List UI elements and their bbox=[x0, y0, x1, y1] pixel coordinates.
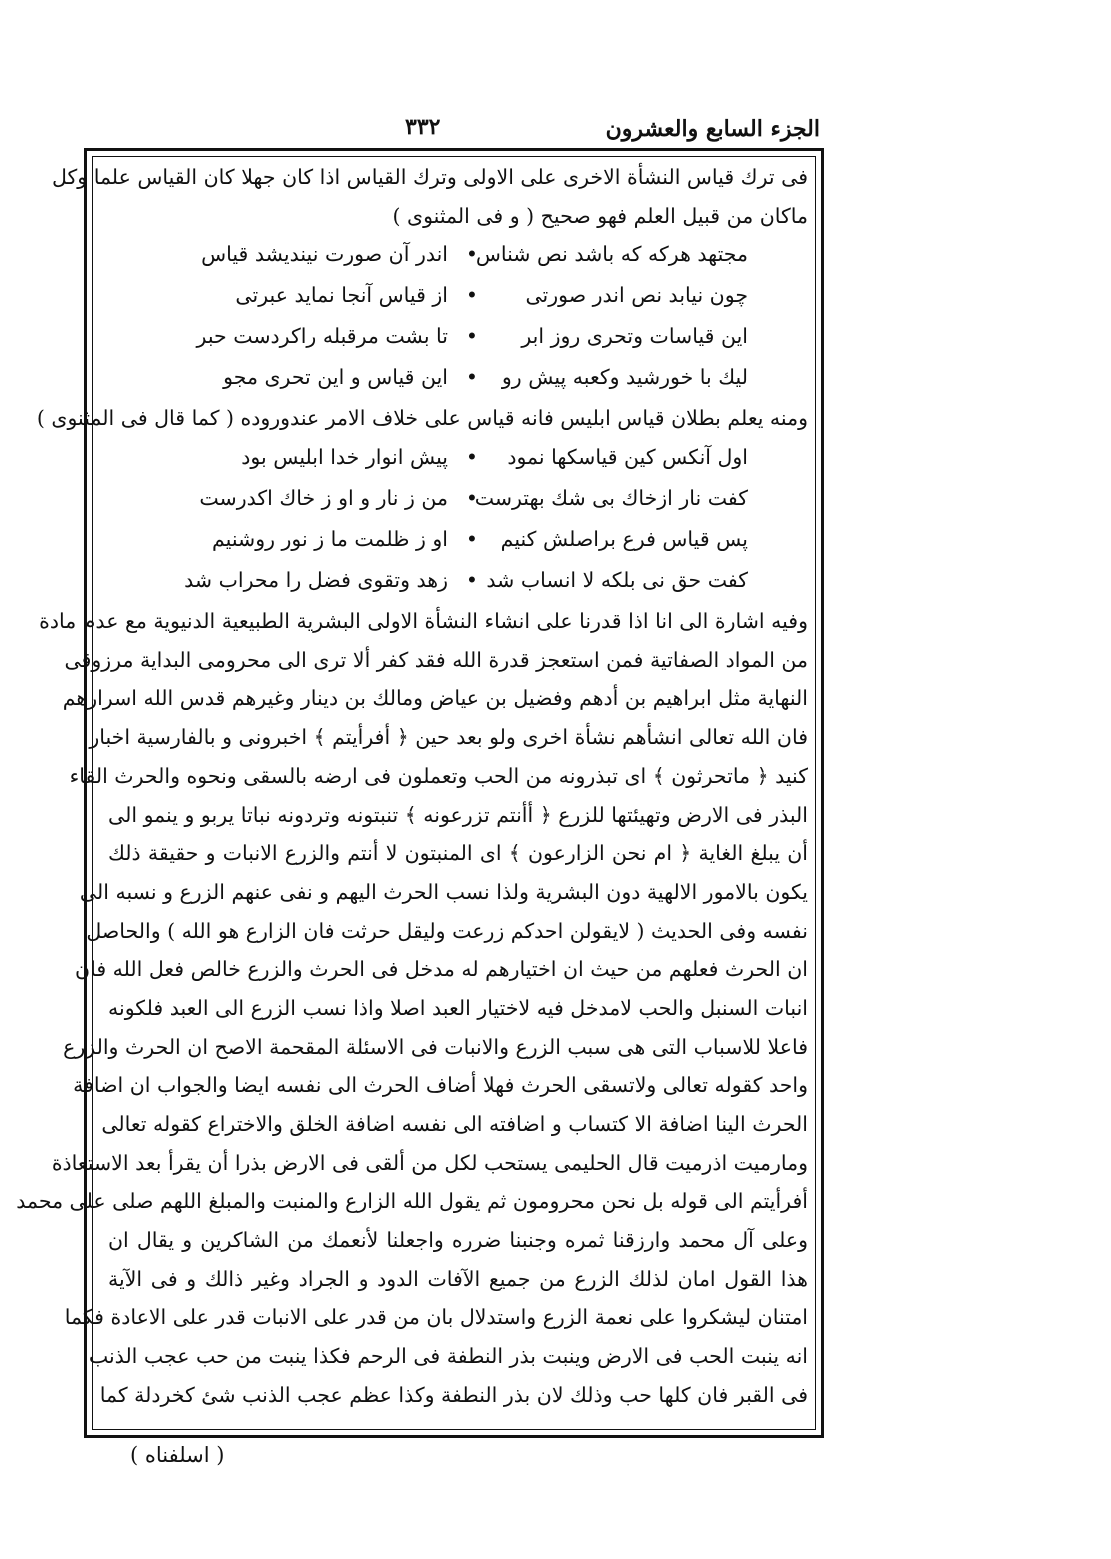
text-line: ماكان من قبيل العلم فهو صحيح ( و فى المثنوى ) bbox=[392, 203, 808, 228]
verse bbox=[108, 438, 808, 479]
verse-separator: • bbox=[465, 283, 478, 308]
text-line: ومارميت اذرميت قال الحليمى يستحب لكل من ألقى فى الارض بذرا أن يقرأ بعد الاستعاذة bbox=[51, 1150, 808, 1175]
hemistich-right: چون نيابد نص اندر صورتى bbox=[525, 283, 748, 308]
text-line: واحد كقوله تعالى ولاتسقى الحرث فهلا أضاف الحرث الى نفسه ايضا والجواب ان اضافة bbox=[73, 1073, 808, 1098]
text-line: النهاية مثل ابراهيم بن أدهم وفضيل بن عياض ومالك بن دينار وغيرهم قدس الله اسرارهم bbox=[62, 686, 808, 711]
hemistich-right: مجتهد هركه كه باشد نص شناس bbox=[475, 242, 748, 267]
text-line: فى القبر فان كلها حب وذلك لان بذر النطفة وكذا عظم عجب الذنب شئ كخردلة كما bbox=[99, 1382, 808, 1407]
catchword: ( اسلفناه ) bbox=[130, 1443, 225, 1467]
verse bbox=[108, 520, 808, 561]
hemistich-left: اين قياس و اين تحرى مجو bbox=[223, 365, 448, 390]
verse bbox=[108, 479, 808, 520]
hemistich-left: من ز نار و او ز خاك اكدرست bbox=[199, 486, 448, 511]
verse-separator: • bbox=[465, 324, 478, 349]
text-line: ومنه يعلم بطلان قياس ابليس فانه قياس على خلاف الامر عندوروده ( كما قال فى المثنوى ) bbox=[36, 406, 808, 431]
text-line: فان الله تعالى انشأهم نشأة اخرى ولو بعد حين ﴿ أفرأيتم ﴾ اخبرونى و بالفارسية اخبار bbox=[89, 725, 808, 750]
hemistich-left: از قياس آنجا نمايد عبرتى bbox=[235, 283, 448, 308]
hemistich-left: زهد وتقوى فضل را محراب شد bbox=[184, 568, 448, 593]
hemistich-right: كفت نار ازخاك بى شك بهترست bbox=[474, 486, 748, 511]
text-line: ان الحرث فعلهم من حيث ان اختيارهم له مدخل فى الحرث والزرع خالص فعل الله فان bbox=[75, 957, 808, 982]
text-line: يكون بالامور الالهية دون البشرية ولذا نسب الحرث اليهم و نفى عنهم الزرع و نسبه الى bbox=[79, 879, 808, 904]
verse bbox=[108, 235, 808, 276]
verse bbox=[108, 276, 808, 317]
text-line: نفسه وفى الحديث ( لايقولن احدكم زرعت وليقل حرثت فان الزارع هو الله ) والحاصل bbox=[86, 918, 808, 943]
verse-separator: • bbox=[465, 365, 478, 390]
text-line: من المواد الصفاتية فمن استعجز قدرة الله فقد كفر ألا ترى الى محرومى البداية مرزوقى bbox=[64, 647, 808, 672]
hemistich-left: تا بشت مرقبله راكردست حبر bbox=[196, 324, 448, 349]
text-line: الحرث الينا اضافة الا كتساب و اضافته الى نفسه اضافة الخلق والاختراع كقوله تعالى bbox=[101, 1112, 808, 1136]
text-line: هذا القول امان لذلك الزرع من جميع الآفات الدود و الجراد وغير ذالك و فى الآية bbox=[108, 1266, 808, 1291]
text-line: امتنان ليشكروا على نعمة الزرع واستدلال بان من قدر على الانبات قدر على الاعادة فكما bbox=[64, 1305, 808, 1330]
text-line: انه ينبت الحب فى الارض وينبت بذر النطفة فى الرحم فكذا ينبت من حب عجب الذنب bbox=[88, 1344, 808, 1369]
main-text bbox=[16, 158, 808, 1415]
hemistich-right: كفت حق نى بلكه لا انساب شد bbox=[486, 568, 748, 593]
hemistich-right: ليك با خورشيد وكعبه پيش رو bbox=[501, 365, 748, 390]
verse-separator: • bbox=[465, 445, 478, 470]
hemistich-left: پيش انوار خدا ابليس بود bbox=[241, 445, 448, 470]
hemistich-left: او ز ظلمت ما ز نور روشنيم bbox=[212, 527, 448, 552]
verse-separator: • bbox=[465, 568, 478, 593]
verse bbox=[108, 317, 808, 358]
hemistich-right: پس قياس فرع براصلش كنيم bbox=[500, 527, 748, 552]
hemistich-right: اين قياسات وتحرى روز ابر bbox=[521, 324, 748, 349]
hemistich-right: اول آنكس كين قياسكها نمود bbox=[507, 445, 748, 470]
verse bbox=[108, 561, 808, 602]
text-line: أن يبلغ الغاية ﴿ ام نحن الزارعون ﴾ اى المنبتون لا أنتم والزرع الانبات و حقيقة ذلك bbox=[108, 841, 808, 866]
hemistich-left: اندر آن صورت نينديشد قياس bbox=[201, 242, 448, 267]
page-header bbox=[90, 112, 820, 148]
text-line: البذر فى الارض وتهيئتها للزرع ﴿ أأنتم تزرعونه ﴾ تنبتونه وتردونه نباتا يربو و ينمو الى bbox=[108, 802, 808, 827]
running-title: الجزء السابع والعشرون bbox=[605, 116, 820, 142]
text-line: فاعلا للاسباب التى هى سبب الزرع والانبات فى الاسئلة المقحمة الاصح ان الحرث والزرع bbox=[63, 1034, 808, 1059]
verse-separator: • bbox=[465, 486, 478, 511]
text-line: وفيه اشارة الى انا اذا قدرنا على انشاء النشأة الاولى البشرية الطبيعية الدنيوية مع عدم مادة bbox=[39, 609, 808, 634]
page-number: ۳۳۲ bbox=[405, 114, 441, 140]
text-line: أفرأيتم الى قوله بل نحن محرومون ثم يقول الله الزارع والمنبت والمبلغ اللهم صلى على محمد bbox=[16, 1189, 808, 1214]
verse bbox=[108, 358, 808, 399]
text-line: وعلى آل محمد وارزقنا ثمره وجنبنا ضرره واجعلنا لأنعمك من الشاكرين و يقال ان bbox=[108, 1228, 808, 1253]
text-line: فى ترك قياس النشأة الاخرى على الاولى وترك القياس اذا كان جهلا كان القياس علما وكل bbox=[52, 165, 808, 189]
text-line: كنيد ﴿ ماتحرثون ﴾ اى تبذرونه من الحب وتعملون فى ارضه بالسقى ونحوه والحرث القاء bbox=[69, 763, 808, 788]
verse-separator: • bbox=[465, 242, 478, 267]
text-line: انبات السنبل والحب لامدخل فيه لاختيار العبد اصلا واذا نسب الزرع الى العبد فلكونه bbox=[108, 995, 808, 1020]
verse-separator: • bbox=[465, 527, 478, 552]
